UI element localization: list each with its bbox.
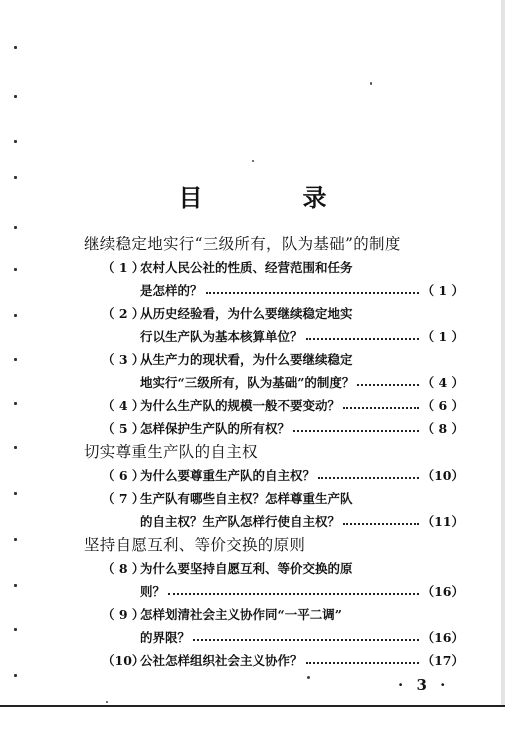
toc-entry — [84, 557, 464, 603]
section-heading: 切实尊重生产队的自主权 — [84, 443, 258, 461]
entry-page-number: （16） — [421, 584, 464, 599]
binding-hole — [14, 446, 17, 449]
entry-text: 公社怎样组织社会主义协作？ — [140, 653, 303, 668]
entry-text: 为什么生产队的规模一般不要变动？ — [140, 398, 341, 413]
binding-hole — [14, 314, 17, 317]
dot-leader — [306, 338, 419, 340]
toc-entry-line — [84, 348, 464, 371]
dot-leader — [318, 477, 419, 479]
entry-text: 生产队有哪些自主权？怎样尊重生产队 — [140, 491, 353, 506]
binding-hole — [14, 492, 17, 495]
toc-entry-line — [84, 371, 464, 394]
toc-entry-line — [84, 649, 464, 672]
entry-text: 为什么要坚持自愿互利、等价交换的原 — [140, 561, 353, 576]
entry-text: 怎样保护生产队的所有权？ — [140, 421, 291, 436]
entry-text: 的界限？ — [140, 630, 191, 645]
toc-entry — [84, 603, 464, 649]
page-number: · 3 · — [398, 676, 450, 694]
binding-hole — [14, 140, 17, 143]
toc-entry — [84, 394, 464, 417]
toc-entry — [84, 348, 464, 394]
toc-entry-line — [84, 510, 464, 533]
dot-leader — [206, 292, 419, 294]
scan-speck — [252, 160, 254, 162]
dot-leader — [168, 593, 419, 595]
binding-hole — [14, 538, 17, 541]
dot-leader — [193, 639, 419, 641]
entry-text: 则？ — [140, 584, 166, 599]
binding-hole — [14, 628, 17, 631]
toc-entry-line — [84, 394, 464, 417]
entry-page-number: （ 1 ） — [421, 329, 464, 344]
entry-number: （ 7 ） — [102, 491, 145, 506]
entry-page-number: （ 4 ） — [421, 375, 464, 390]
section-heading: 坚持自愿互利、等价交换的原则 — [84, 536, 306, 554]
scan-speck — [106, 701, 108, 703]
binding-hole — [14, 584, 17, 587]
entry-number: （ 1 ） — [102, 260, 145, 275]
dot-leader — [343, 523, 419, 525]
toc-entry-line — [84, 417, 464, 440]
dot-leader — [343, 407, 419, 409]
section-heading: 继续稳定地实行“三级所有，队为基础”的制度 — [84, 235, 401, 253]
entry-page-number: （ 1 ） — [421, 283, 464, 298]
entry-text: 行以生产队为基本核算单位？ — [140, 329, 303, 344]
page-edge-shadow — [501, 0, 505, 707]
entry-text: 农村人民公社的性质、经营范围和任务 — [140, 260, 353, 275]
entry-text: 从历史经验看，为什么要继续稳定地实 — [140, 306, 353, 321]
dot-leader — [293, 430, 419, 432]
entry-text: 为什么要尊重生产队的自主权？ — [140, 468, 316, 483]
toc-entry — [84, 487, 464, 533]
dot-leader — [357, 384, 418, 386]
toc-entry-line — [84, 256, 464, 279]
entry-text: 怎样划清社会主义协作同“一平二调” — [140, 607, 342, 622]
entry-text: 从生产力的现状看，为什么要继续稳定 — [140, 352, 353, 367]
toc-entry-line — [84, 302, 464, 325]
entry-number: （ 3 ） — [102, 352, 145, 367]
toc-entry — [84, 417, 464, 440]
entry-number: （ 4 ） — [102, 398, 145, 413]
binding-hole — [14, 95, 17, 98]
page-title: 目 录 — [178, 183, 365, 212]
toc-entry-line — [84, 603, 464, 626]
toc-entry — [84, 256, 464, 302]
entry-number: （ 8 ） — [102, 561, 145, 576]
toc-entry-line — [84, 557, 464, 580]
binding-hole — [14, 46, 17, 49]
binding-hole — [14, 358, 17, 361]
entry-text: 的自主权？生产队怎样行使自主权？ — [140, 514, 341, 529]
toc-entry-line — [84, 325, 464, 348]
entry-page-number: （17） — [421, 653, 464, 668]
toc-entry-line — [84, 626, 464, 649]
binding-hole — [14, 402, 17, 405]
toc-entry-line — [84, 279, 464, 302]
entry-number: （ 9 ） — [102, 607, 145, 622]
toc-entry — [84, 464, 464, 487]
entry-number: （ 6 ） — [102, 468, 145, 483]
entry-text: 地实行“三级所有，队为基础”的制度？ — [140, 375, 355, 390]
entry-page-number: （ 6 ） — [421, 398, 464, 413]
entry-number: （10） — [102, 653, 145, 668]
entry-page-number: （16） — [421, 630, 464, 645]
table-of-contents — [84, 232, 464, 672]
toc-entry-line — [84, 464, 464, 487]
binding-hole — [14, 268, 17, 271]
entry-page-number: （11） — [421, 514, 464, 529]
entry-text: 是怎样的？ — [140, 283, 203, 298]
entry-page-number: （ 8 ） — [421, 421, 464, 436]
entry-number: （ 5 ） — [102, 421, 145, 436]
entry-number: （ 2 ） — [102, 306, 145, 321]
binding-hole — [14, 674, 17, 677]
entry-page-number: （10） — [421, 468, 464, 483]
bottom-rule — [0, 705, 505, 707]
binding-hole — [14, 226, 17, 229]
toc-entry — [84, 649, 464, 672]
scan-speck — [307, 676, 310, 679]
toc-entry-line — [84, 580, 464, 603]
dot-leader — [306, 662, 419, 664]
toc-entry-line — [84, 487, 464, 510]
scan-speck — [370, 82, 372, 85]
toc-entry — [84, 302, 464, 348]
